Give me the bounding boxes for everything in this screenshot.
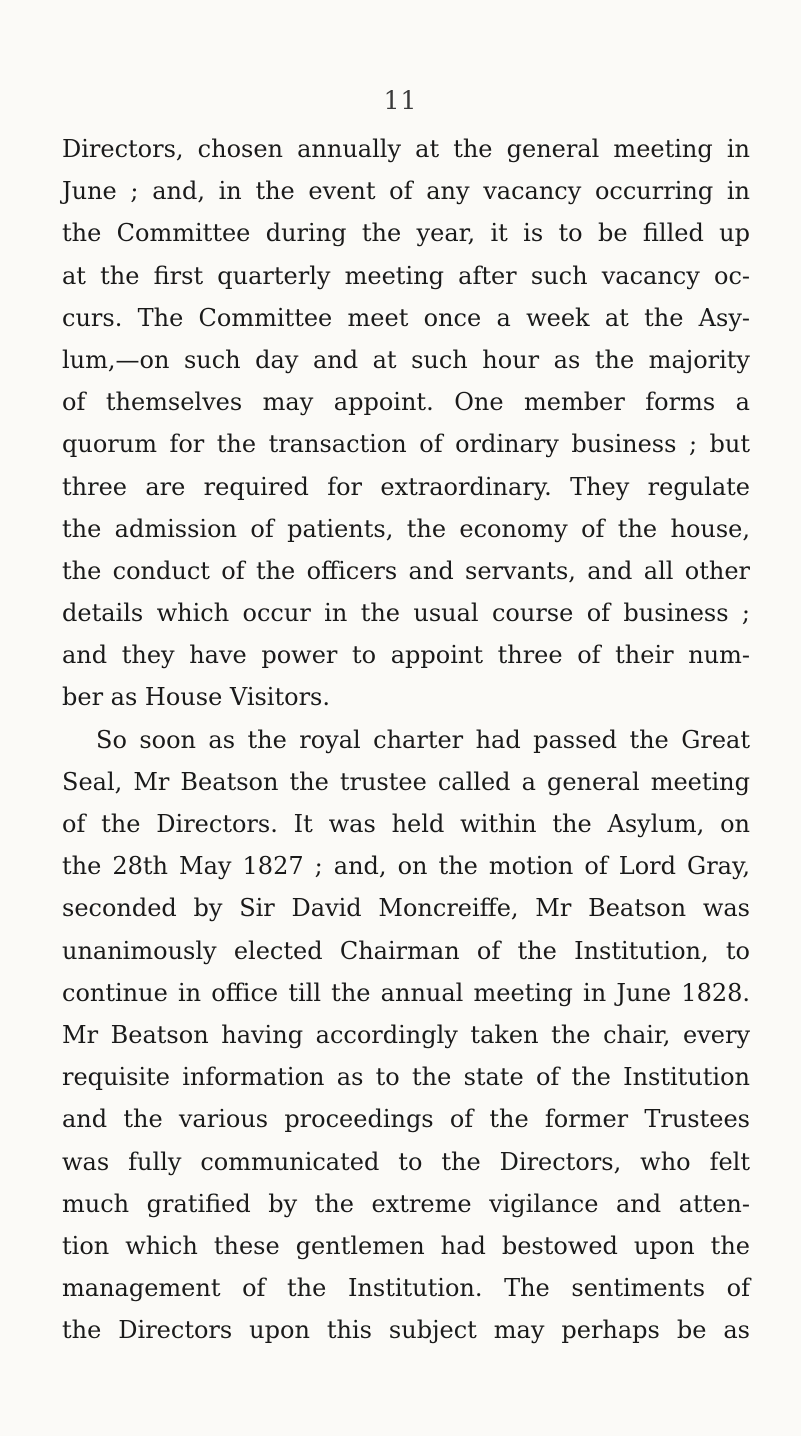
text-line: the conduct of the officers and servants, and all other — [62, 556, 750, 585]
text-line: ber as House Visitors. — [62, 683, 330, 712]
text-line: So soon as the royal charter had passed the Great — [96, 725, 750, 754]
text-line: and the various proceedings of the former Trustees — [62, 1105, 750, 1134]
text-line: of the Directors. It was held within the Asylum, on — [62, 810, 750, 838]
text-line: seconded by Sir David Moncreiffe, Mr Beatson was — [62, 894, 750, 923]
page-number: 11 — [383, 86, 418, 115]
text-line: unanimously elected Chairman of the Institution, to — [62, 936, 750, 965]
text-line: Seal, Mr Beatson the trustee called a general meeting — [62, 767, 750, 796]
text-line: Mr Beatson having accordingly taken the chair, every — [62, 1020, 750, 1049]
body-text — [62, 128, 750, 1351]
text-line: curs. The Committee meet once a week at the Asy- — [62, 303, 750, 332]
text-line: the Directors upon this subject may perhaps be as — [62, 1316, 750, 1345]
text-line: quorum for the transaction of ordinary business ; but — [62, 430, 750, 459]
text-line: the Committee during the year, it is to be filled up — [62, 219, 750, 248]
text-line: June ; and, in the event of any vacancy occurring in — [62, 177, 750, 206]
text-line: lum,—on such day and at such hour as the majority — [62, 345, 750, 374]
text-line: the admission of patients, the economy of the house, — [62, 514, 750, 543]
text-line: tion which these gentlemen had bestowed upon the — [62, 1231, 750, 1260]
text-line: of themselves may appoint. One member forms a — [62, 388, 750, 417]
text-line: management of the Institution. The sentiments of — [62, 1274, 750, 1303]
text-line: continue in office till the annual meeting in June 1828. — [62, 978, 750, 1007]
text-line: Directors, chosen annually at the general meeting in — [62, 135, 750, 163]
text-line: three are required for extraordinary. They regulate — [62, 472, 750, 501]
text-line: details which occur in the usual course of business ; — [62, 599, 750, 628]
text-line: requisite information as to the state of the Institution — [62, 1063, 750, 1092]
text-line: was fully communicated to the Directors, who felt — [62, 1147, 750, 1176]
text-line: and they have power to appoint three of their num- — [62, 641, 750, 670]
text-line: at the first quarterly meeting after such vacancy oc- — [62, 261, 750, 290]
text-line: much gratified by the extreme vigilance and atten- — [62, 1189, 750, 1218]
text-line: the 28th May 1827 ; and, on the motion of Lord Gray, — [62, 852, 750, 881]
